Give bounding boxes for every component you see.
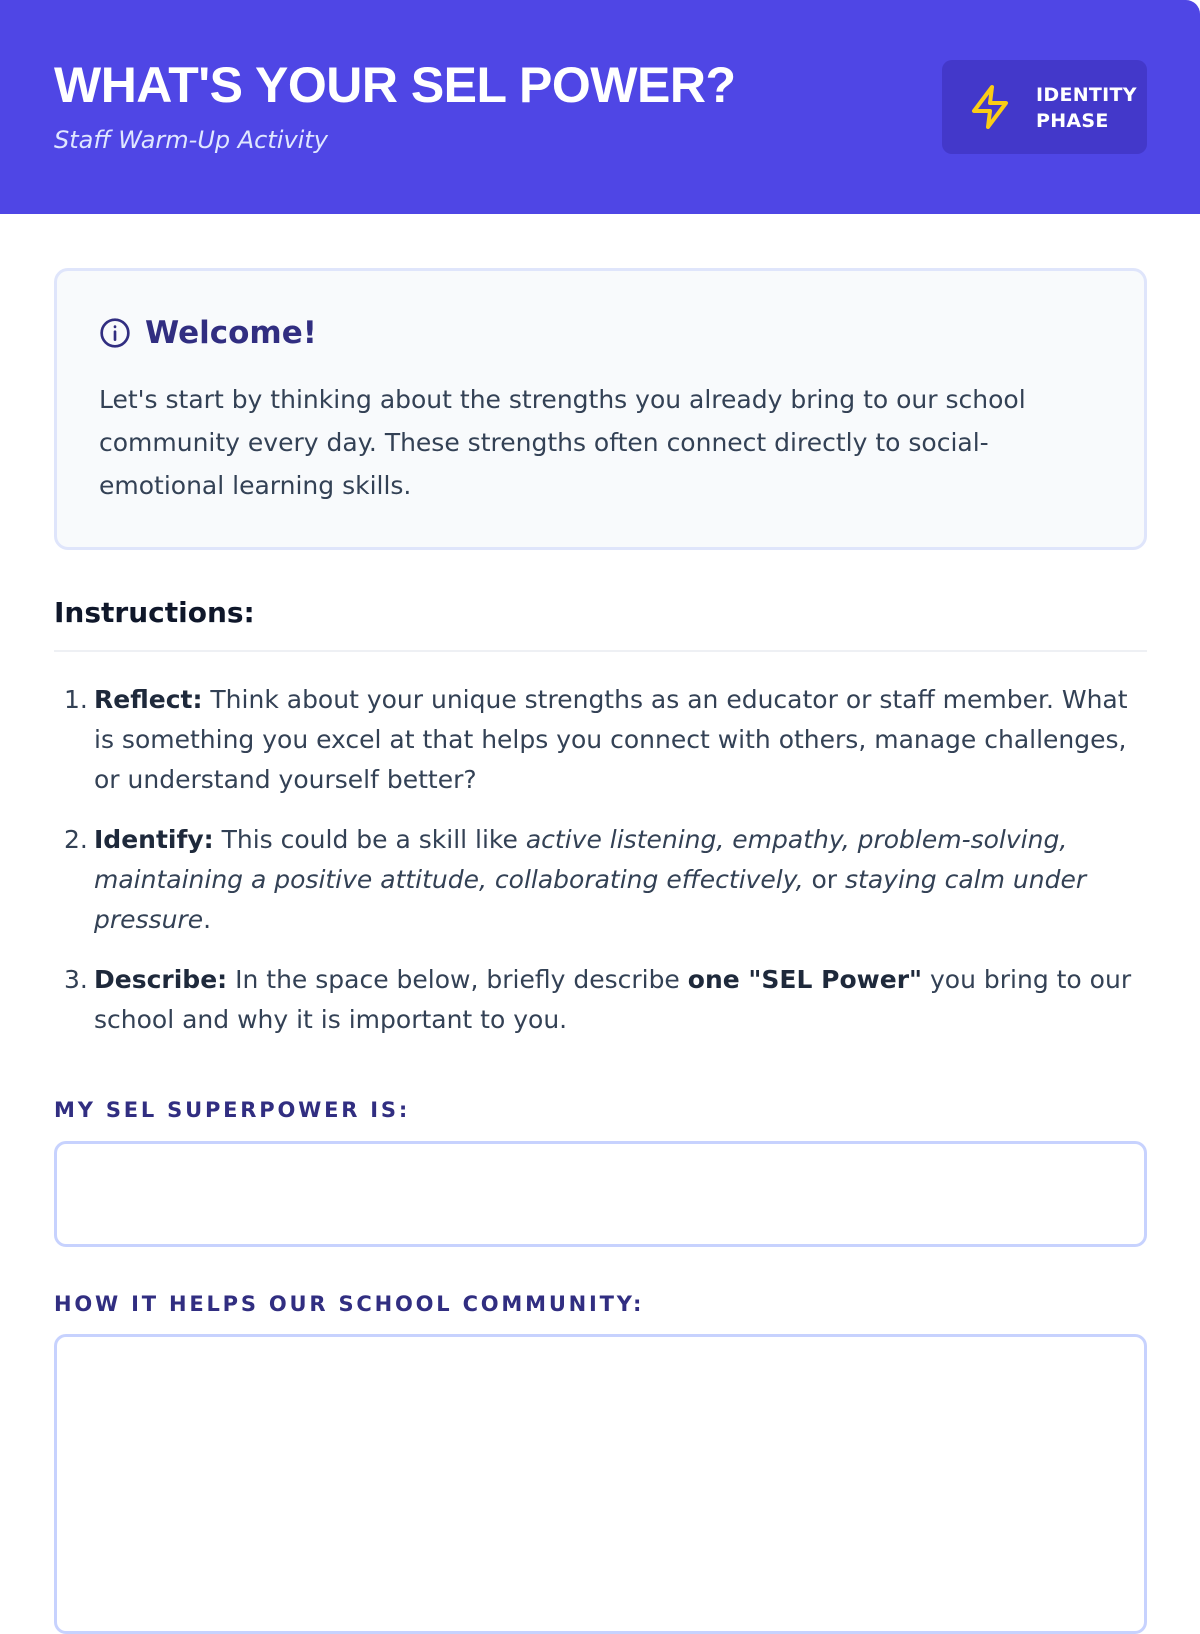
instruction-step-identify bbox=[54, 820, 1147, 940]
step-label: Identify: bbox=[94, 825, 214, 854]
step-number: 3. bbox=[64, 965, 88, 994]
step-text: In the space below, briefly describe bbox=[227, 965, 688, 994]
community-textarea[interactable] bbox=[54, 1334, 1147, 1634]
page-header bbox=[0, 0, 1200, 214]
step-examples: active listening, empathy, problem-solving, maintaining a positive attitude, collaborating effectively, bbox=[94, 825, 1068, 894]
step-emphasis: one "SEL Power" bbox=[687, 965, 923, 994]
info-icon bbox=[99, 317, 131, 349]
step-number: 1. bbox=[64, 685, 88, 714]
phase-badge-line2: PHASE bbox=[1036, 110, 1109, 132]
step-text: . bbox=[203, 905, 212, 934]
phase-badge bbox=[942, 60, 1147, 154]
welcome-heading bbox=[99, 315, 317, 351]
instructions-title: Instructions: bbox=[54, 596, 255, 629]
welcome-title: Welcome! bbox=[145, 315, 317, 351]
step-example-last: staying calm under pressure bbox=[94, 865, 1087, 934]
instruction-step-reflect bbox=[54, 680, 1147, 800]
superpower-label: MY SEL SUPERPOWER IS: bbox=[54, 1098, 411, 1122]
divider bbox=[54, 650, 1147, 652]
page-subtitle: Staff Warm-Up Activity bbox=[54, 126, 328, 154]
step-text: This could be a skill like bbox=[213, 825, 526, 854]
lightning-bolt-icon bbox=[966, 83, 1014, 131]
instruction-step-describe bbox=[54, 960, 1147, 1040]
welcome-card bbox=[54, 268, 1147, 550]
phase-badge-label bbox=[1036, 82, 1144, 134]
step-text: or bbox=[803, 865, 846, 894]
superpower-input[interactable] bbox=[54, 1141, 1147, 1247]
instructions-list bbox=[54, 680, 1147, 1060]
phase-badge-line1: IDENTITY bbox=[1036, 84, 1137, 106]
step-label: Reflect: bbox=[94, 685, 203, 714]
step-label: Describe: bbox=[94, 965, 228, 994]
page-title: WHAT'S YOUR SEL POWER? bbox=[54, 57, 736, 113]
step-text: Think about your unique strengths as an educator or staff member. What is something you excel at that helps you connect with others, manage challenges, or understand yourself better? bbox=[94, 685, 1128, 794]
welcome-text: Let's start by thinking about the strengths you already bring to our school community every day. These strengths often connect directly to social-emotional learning skills. bbox=[99, 385, 1026, 500]
community-label: HOW IT HELPS OUR SCHOOL COMMUNITY: bbox=[54, 1292, 645, 1316]
step-text: you bring to our school and why it is important to you. bbox=[94, 965, 1132, 1034]
step-number: 2. bbox=[64, 825, 88, 854]
